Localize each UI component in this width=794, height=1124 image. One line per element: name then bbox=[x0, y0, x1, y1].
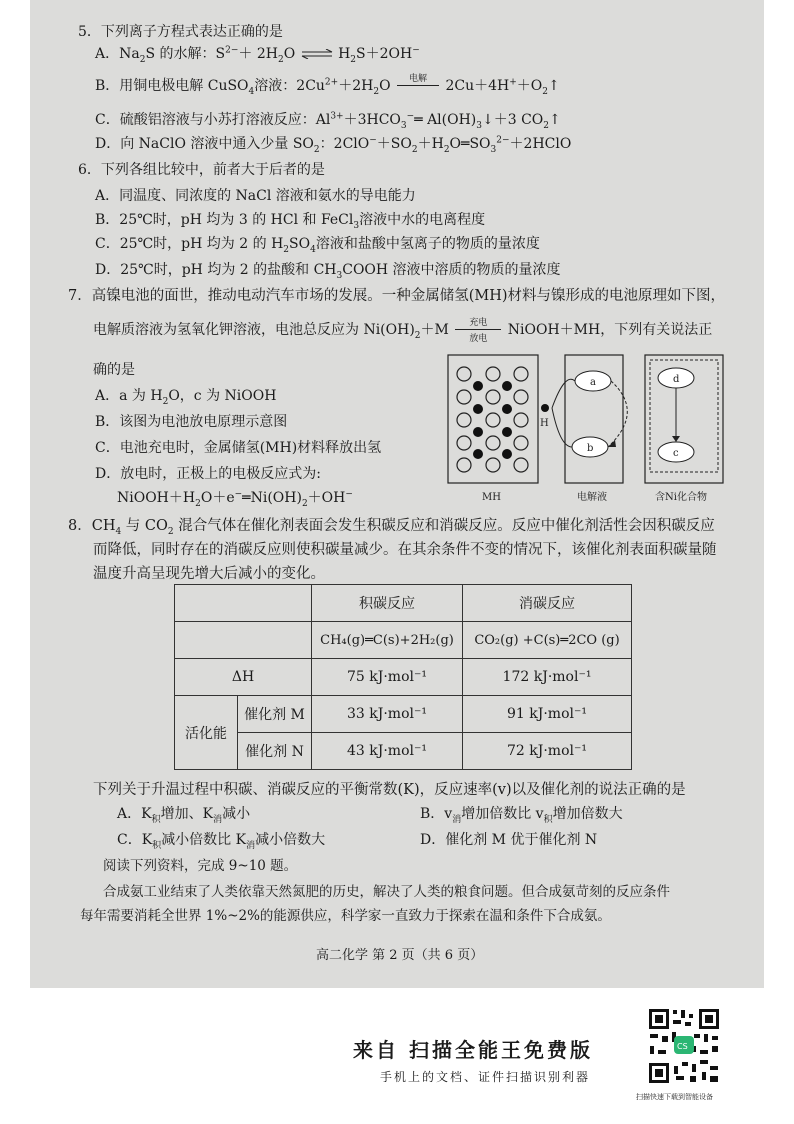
arrowhead-c bbox=[672, 436, 680, 442]
row-label-activation-energy: 活化能 bbox=[175, 696, 238, 770]
row-label-catalyst-n: 催化剂 N bbox=[238, 733, 312, 770]
header-carbon-deposition: 积碳反应 bbox=[312, 585, 463, 622]
q7-stem-line3: 确的是 bbox=[93, 362, 135, 378]
species-c-label: c bbox=[673, 448, 679, 459]
enthalpy-elimination: 172 kJ·mol⁻¹ bbox=[463, 659, 632, 696]
species-d-label: d bbox=[673, 374, 680, 385]
q5-option-b: B．用铜电极电解 CuSO$_4$溶液：$2Cu^{2+}+2H_2O$ 电解 $2Cu+4H^++O_2↑$ bbox=[95, 74, 560, 97]
q6-option-d: D．25℃时，pH 均为 2 的盐酸和 $CH_3COOH$ 溶液中溶质的物质的量浓度 bbox=[95, 262, 561, 281]
caption-mh: MH bbox=[482, 492, 501, 503]
equation-carbon-deposition: CH₄(g)═C(s)+2H₂(g) bbox=[312, 622, 463, 659]
q5-stem: 5．下列离子方程式表达正确的是 bbox=[78, 24, 283, 40]
scanner-brand-title: 来自 扫描全能王免费版 bbox=[353, 1038, 593, 1062]
q8-option-b: B．$v_消$增加倍数比 $v_积$增加倍数大 bbox=[420, 806, 623, 825]
reading-paragraph-line1: 合成氨工业结束了人类依靠天然氮肥的历史，解决了人类的粮食问题。但合成氨苛刻的反应条件 bbox=[103, 884, 670, 900]
species-a-label: a bbox=[590, 377, 596, 388]
q8-option-d: D．催化剂 M 优于催化剂 N bbox=[420, 832, 598, 848]
mh-electrode bbox=[448, 355, 538, 483]
reading-intro: 阅读下列资料，完成 9~10 题。 bbox=[103, 858, 298, 874]
q8-stem-line3: 温度升高呈现先增大后减小的变化。 bbox=[93, 566, 325, 582]
arrowhead-b bbox=[608, 440, 616, 447]
mh-lattice bbox=[457, 367, 528, 472]
q7-stem-line2: 电解质溶液为氢氧化钾溶液，电池总反应为 $Ni(OH)_2+M$ 充电 放电 NiOOH＋MH，下列有关说法正 bbox=[93, 318, 713, 344]
svg-text:CS: CS bbox=[677, 1042, 688, 1051]
q6-option-c: C．25℃时，pH 均为 2 的 $H_2SO_4$溶液和盐酸中氢离子的物质的量浓度 bbox=[95, 236, 540, 255]
equation-carbon-elimination: CO₂(g) +C(s)═2CO (g) bbox=[463, 622, 632, 659]
battery-diagram bbox=[440, 352, 730, 507]
q7-option-a: A．a 为 $H_2O$，c 为 NiOOH bbox=[95, 388, 277, 407]
q6-option-a: A．同温度、同浓度的 NaCl 溶液和氨水的导电能力 bbox=[95, 188, 416, 204]
page-footer: 高二化学 第 2 页（共 6 页） bbox=[316, 948, 484, 963]
caption-electrolyte: 电解液 bbox=[577, 492, 607, 503]
q5-option-c: C．硫酸铝溶液与小苏打溶液反应：$Al^{3+}+3HCO_3^-═$ $Al(OH)_3↓+3$ $CO_2↑$ bbox=[95, 111, 561, 131]
caption-ni-compound: 含Ni化合物 bbox=[655, 492, 707, 503]
qr-code[interactable] bbox=[646, 1006, 722, 1086]
q5-option-a: A．$Na_2S$ 的水解：$S^{2-}+ 2H_2O$ $H_2S+2OH^-$ bbox=[95, 45, 420, 65]
h-label: H bbox=[540, 418, 549, 429]
catalyst-n-elimination: 72 kJ·mol⁻¹ bbox=[463, 733, 632, 770]
species-b-label: b bbox=[587, 443, 594, 454]
q6-option-b: B．25℃时，pH 均为 3 的 HCl 和 FeCl$_3$溶液中水的电离程度 bbox=[95, 212, 486, 231]
enthalpy-deposition: 75 kJ·mol⁻¹ bbox=[312, 659, 463, 696]
q8-question: 下列关于升温过程中积碳、消碳反应的平衡常数(K)，反应速率(v)以及催化剂的说法正确的是 bbox=[93, 782, 686, 798]
q7-option-c: C．电池充电时，金属储氢(MH)材料释放出氢 bbox=[95, 440, 382, 456]
qr-caption: 扫描快速下载到智能设备 bbox=[636, 1093, 713, 1101]
q7-option-d: D．放电时，正极上的电极反应式为: bbox=[95, 466, 321, 482]
q7-stem-line1: 7．高镍电池的面世，推动电动汽车市场的发展。一种金属储氢(MH)材料与镍形成的电池原理如下图， bbox=[68, 288, 726, 304]
electrolysis-arrow: 电解 bbox=[395, 76, 441, 96]
q8-option-c: C．$K_积$减小倍数比 $K_消$减小倍数大 bbox=[117, 832, 326, 851]
arrow-a-to-b bbox=[608, 381, 627, 447]
q8-stem-line1: 8．$CH_4$ 与 $CO_2$ 混合气体在催化剂表面会发生积碳反应和消碳反应。反应中催化剂活性会因积碳反应 bbox=[68, 518, 715, 537]
reaction-data-table bbox=[174, 584, 632, 770]
row-label-enthalpy: ΔH bbox=[175, 659, 312, 696]
q8-option-a: A．$K_积$增加、$K_消$减小 bbox=[117, 806, 251, 825]
q7-option-b: B．该图为电池放电原理示意图 bbox=[95, 414, 288, 430]
catalyst-n-deposition: 43 kJ·mol⁻¹ bbox=[312, 733, 463, 770]
reading-paragraph-line2: 每年需要消耗全世界 1%~2%的能源供应，科学家一直致力于探索在温和条件下合成氨。 bbox=[80, 908, 611, 924]
reversible-arrow-icon bbox=[300, 49, 334, 59]
row-label-catalyst-m: 催化剂 M bbox=[238, 696, 312, 733]
arrow-to-a bbox=[552, 379, 575, 408]
catalyst-m-elimination: 91 kJ·mol⁻¹ bbox=[463, 696, 632, 733]
charge-discharge-arrow: 充电 放电 bbox=[453, 320, 503, 340]
header-carbon-elimination: 消碳反应 bbox=[463, 585, 632, 622]
arrow-to-b bbox=[552, 408, 572, 447]
q6-stem: 6．下列各组比较中，前者大于后者的是 bbox=[78, 162, 325, 178]
scanner-brand-subtitle: 手机上的文档、证件扫描识别利器 bbox=[380, 1070, 591, 1084]
q8-stem-line2: 而降低，同时存在的消碳反应则使积碳量减少。在其余条件不变的情况下，该催化剂表面积碳量随 bbox=[93, 542, 717, 558]
catalyst-m-deposition: 33 kJ·mol⁻¹ bbox=[312, 696, 463, 733]
q7-option-d-equation: $NiOOH+H_2O+e^-═Ni(OH)_2+OH^-$ bbox=[117, 489, 353, 509]
q5-option-d: D．向 NaClO 溶液中通入少量 $SO_2$：$2ClO^-+SO_2+H_2O═SO_3^{2-}+2HClO$ bbox=[95, 135, 572, 155]
